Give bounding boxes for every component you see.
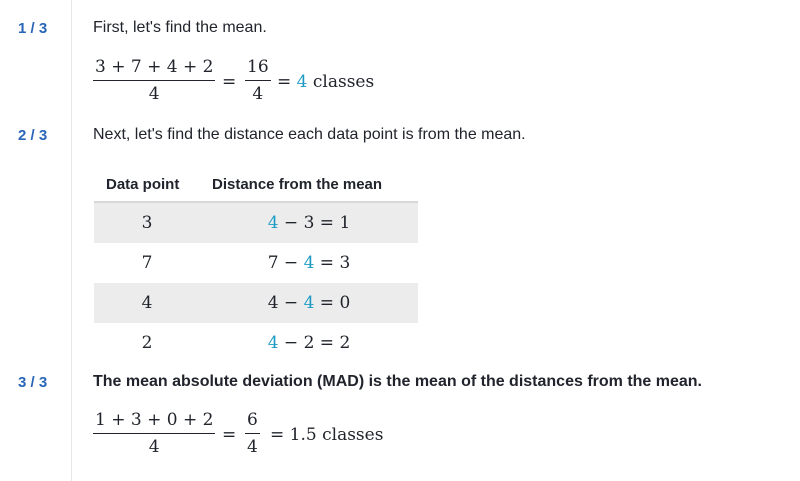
header-distance: Distance from the mean: [200, 168, 418, 202]
step-1-frac2-denominator: 4: [252, 84, 264, 104]
distance-result: 2: [339, 333, 351, 353]
table-row: [94, 323, 418, 363]
step-3-number: 3 / 3: [18, 374, 48, 391]
distance-cell: 4 − 3 = 1: [200, 202, 418, 243]
step-1-fraction-sum: [93, 57, 215, 104]
step-2-number: 2 / 3: [18, 127, 48, 144]
point-value: 4: [267, 293, 279, 313]
table-row: [94, 202, 418, 243]
step-3-frac2-denominator: 4: [247, 437, 258, 457]
step-1-frac2-numerator: 16: [247, 57, 269, 77]
point-value: 2: [303, 333, 315, 353]
point-value: 3: [303, 213, 315, 233]
data-point-cell: 3: [94, 202, 200, 243]
step-3-unit: classes: [322, 425, 384, 445]
steps-divider: [71, 0, 72, 481]
table-row: [94, 243, 418, 283]
step-1-denominator: 4: [148, 84, 160, 104]
mean-value: 4: [303, 253, 315, 273]
step-3-fraction-simplified: [245, 410, 260, 457]
data-point-cell: 2: [141, 333, 153, 353]
mean-value: 4: [267, 333, 279, 353]
data-point-cell: 4: [94, 283, 200, 323]
step-1-number: 1 / 3: [18, 20, 48, 37]
distance-cell: 4 − 2 = 2: [267, 333, 351, 353]
header-data-point: Data point: [94, 168, 200, 202]
step-1-fraction-simplified: [245, 57, 271, 104]
step-2-text: Next, let's find the distance each data point is from the mean.: [93, 126, 526, 143]
table-header-row: [94, 168, 418, 202]
step-1-numerator: 3 + 7 + 4 + 2: [95, 57, 214, 77]
distance-result: 0: [339, 293, 351, 313]
distance-result: 3: [339, 253, 351, 273]
step-3-text: The mean absolute deviation (MAD) is the mean of the distances from the mean.: [93, 373, 702, 390]
distance-cell: 7 − 4 = 3: [267, 253, 351, 273]
step-1-equals-1: =: [222, 72, 237, 92]
step-3-equals-1: =: [222, 425, 237, 445]
step-1-unit: classes: [312, 72, 375, 92]
step-3-result-line: = 1.5 classes: [270, 425, 384, 445]
distance-result: 1: [339, 213, 351, 233]
step-3-numerator: 1 + 3 + 0 + 2: [95, 410, 214, 430]
step-3-frac2-numerator: 6: [247, 410, 258, 430]
step-3-mad-result: 1.5: [289, 425, 317, 445]
table-row: [94, 283, 418, 323]
point-value: 7: [267, 253, 279, 273]
mean-value: 4: [267, 213, 279, 233]
data-point-cell: 7: [141, 253, 153, 273]
distance-cell: 4 − 4 = 0: [200, 283, 418, 323]
mean-value: 4: [303, 293, 315, 313]
step-1-mean-result: 4: [296, 72, 308, 92]
step-3-denominator: 4: [148, 437, 160, 457]
step-3-fraction-sum: [93, 410, 215, 457]
step-1-result-line: = 4 classes: [277, 72, 375, 92]
distance-table: [94, 168, 418, 363]
step-1-text: First, let's find the mean.: [93, 19, 267, 36]
